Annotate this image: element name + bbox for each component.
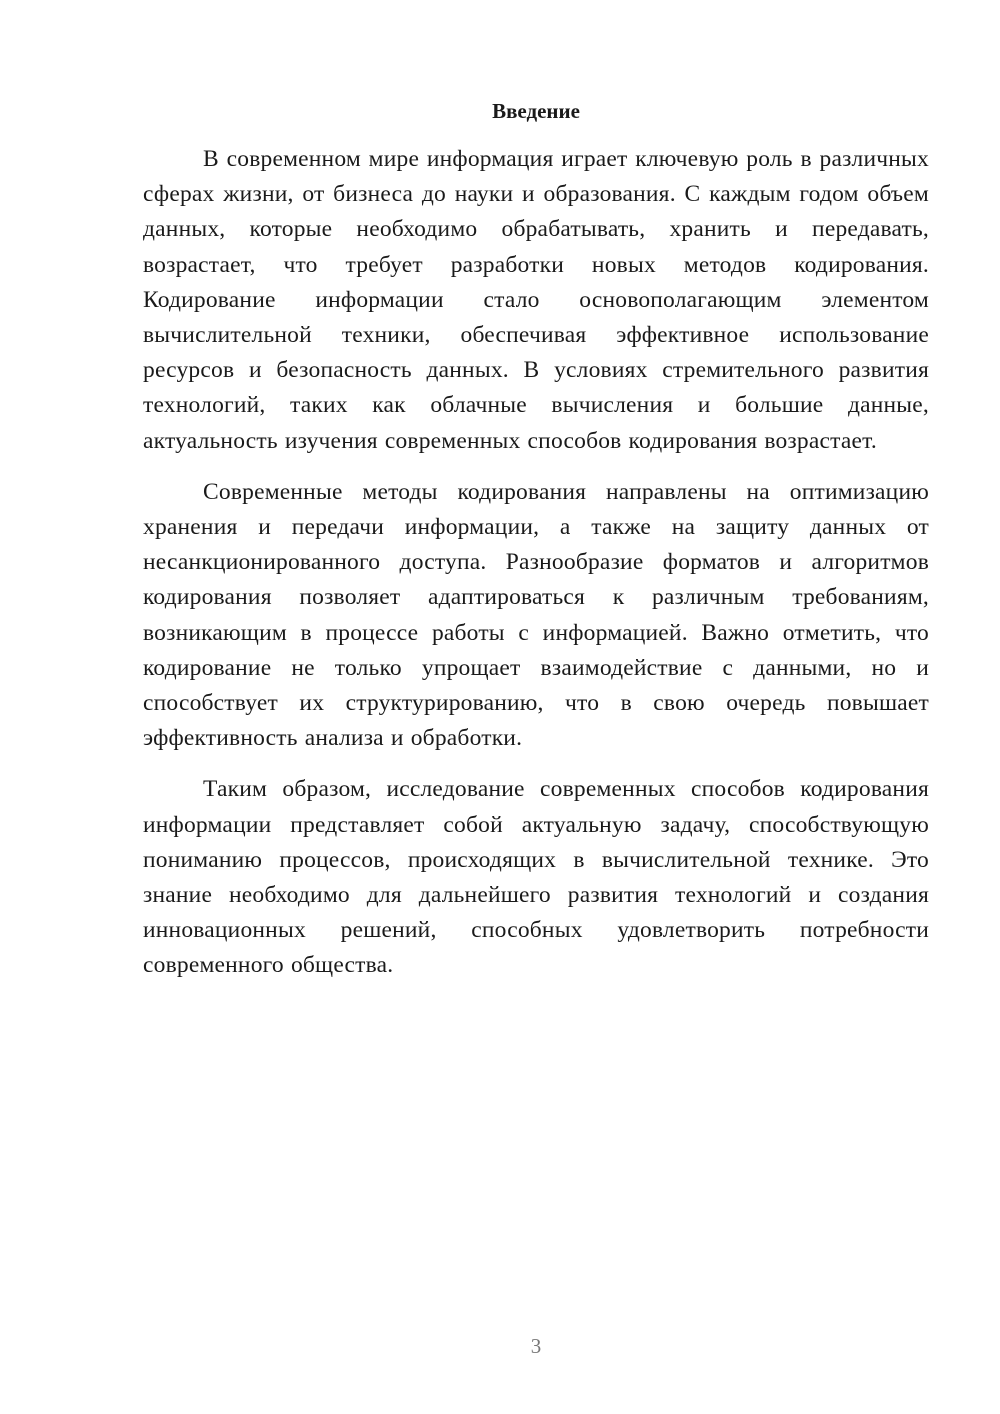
section-title: Введение: [492, 99, 580, 123]
body-text: [143, 142, 929, 1000]
paragraph-1: В современном мире информация играет ключевую роль в различных сферах жизни, от бизнеса до науки и образования. С каждым годом объем данных, которые необходимо обрабатывать, хранить и передавать, возрастает, что требует разработки новых методов кодирования. Кодирование информации стало основополагающим элементом вычислительной техники, обеспечивая эффективное использование ресурсов и безопасность данных. В условиях стремительного развития технологий, таких как облачные вычисления и большие данные, актуальность изучения современных способов кодирования возрастает.: [143, 146, 929, 454]
paragraph-3: Таким образом, исследование современных способов кодирования информации представляет собой актуальную задачу, способствующую пониманию процессов, происходящих в вычислительной технике. Это знание необходимо для дальнейшего развития технологий и создания инновационных решений, способных удовлетворить потребности современного общества.: [143, 776, 929, 979]
page-number: 3: [530, 1334, 542, 1358]
paragraph-2: Современные методы кодирования направлены на оптимизацию хранения и передачи информации, а также на защиту данных от несанкционированного доступа. Разнообразие форматов и алгоритмов кодирования позволяет адаптироваться к различным требованиям, возникающим в процессе работы с информацией. Важно отметить, что кодирование не только упрощает взаимодействие с данными, но и способствует их структурированию, что в свою очередь повышает эффективность анализа и обработки.: [143, 478, 929, 752]
